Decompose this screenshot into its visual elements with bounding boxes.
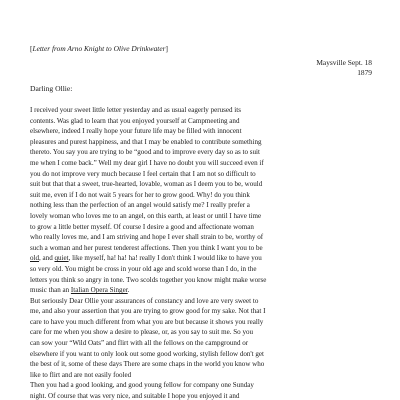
body-line: night. Of course that was very nice, and suitable I hope you enjoyed it and xyxy=(30,392,240,400)
body-line-underlined xyxy=(30,285,374,296)
header-note-text: Letter from Arno Knight to Olive Drinkwater xyxy=(32,44,166,53)
body-line: such a woman and her purest tenderest affections. Then you think I want you to be xyxy=(30,243,263,252)
body-line: pleasures and purest happiness, and that I may be enabled to contribute something xyxy=(30,137,262,146)
body-line: contents. Was glad to learn that you enjoyed yourself at Campmeeting and xyxy=(30,116,240,125)
body-line: suit but that that a sweet, true-hearted, lovable, woman as I deem you to be, would xyxy=(30,180,263,189)
body-line-underlined xyxy=(30,253,374,264)
body-line: care for me when you show a desire to please, or, as you say to suit me. So you xyxy=(30,328,254,337)
body-line: elsewhere if you want to only look out some good working, stylish fellow don't get xyxy=(30,349,264,358)
year-line: 1879 xyxy=(357,68,372,77)
body-line: elsewhere, indeed I really hope your future life may be filled with innocent xyxy=(30,127,242,136)
letter-body xyxy=(30,105,374,400)
header-close-bracket: ] xyxy=(165,44,168,53)
body-line: the best of it, some of these days There are some chaps in the world you know who xyxy=(30,360,265,369)
body-line: But seriously Dear Ollie your assurances of constancy and love are very sweet to xyxy=(30,296,259,305)
body-line-fragment: music than an xyxy=(30,286,71,295)
body-line: me when I come back.” Well my dear girl I have no doubt you will succeed even if xyxy=(30,158,264,167)
salutation: Darling Ollie: xyxy=(30,84,73,93)
place-date-line: Maysville Sept. 18 xyxy=(316,58,372,67)
header-open-bracket: [ xyxy=(30,44,33,53)
body-line: so very old. You might be cross in your old age and scold worse than I do, in the xyxy=(30,264,257,273)
body-line: who really loves me, and I am striving and hope I ever shall strain to be, worthy of xyxy=(30,233,264,242)
body-line: to grow a little better myself. Of course I desire a good and affectionate woman xyxy=(30,222,254,231)
body-line: suit me, even if I do not wait 5 years for her to grow good. Why! do you think xyxy=(30,190,250,199)
body-line: like to flirt and are not easily fooled xyxy=(30,370,132,379)
body-line-fragment: . xyxy=(127,286,130,295)
underlined-word-old: old xyxy=(30,254,40,263)
body-line: you do not improve very much because I feel certain that I am not so difficult to xyxy=(30,169,256,178)
body-line: can sow your “Wild Oats” and flirt with all the fellows on the campground or xyxy=(30,339,249,348)
body-line-fragment: , and xyxy=(39,254,55,263)
body-line: letters you think so angry in tone. Two scolds together you know might make worse xyxy=(30,275,267,284)
body-line: Then you had a good looking, and good young fellow for company one Sunday xyxy=(30,381,254,390)
body-line: I received your sweet little letter yesterday and as usual eagerly perused its xyxy=(30,106,241,114)
editorial-header-note xyxy=(30,44,168,53)
body-line-fragment: , like myself, ha! ha! ha! really I don't think I would like to have you xyxy=(68,254,262,263)
place-date-block xyxy=(316,58,372,78)
underlined-phrase-opera: Italian Opera Singer xyxy=(70,286,128,295)
body-line: thereto. You say you are trying to be “good and to improve every day so as to suit xyxy=(30,148,260,157)
body-line: lovely woman who loves me to an angel, on this earth, at least or until I have time xyxy=(30,211,262,220)
body-line: nothing less than the perfection of an angel would satisfy me? I really prefer a xyxy=(30,201,250,210)
body-line: care to have you much different from what you are but because it shows you really xyxy=(30,317,264,326)
underlined-word-quiet: quiet xyxy=(54,254,69,263)
body-line: me, and also your assertion that you are trying to grow good for my sake. Not that I xyxy=(30,307,266,316)
